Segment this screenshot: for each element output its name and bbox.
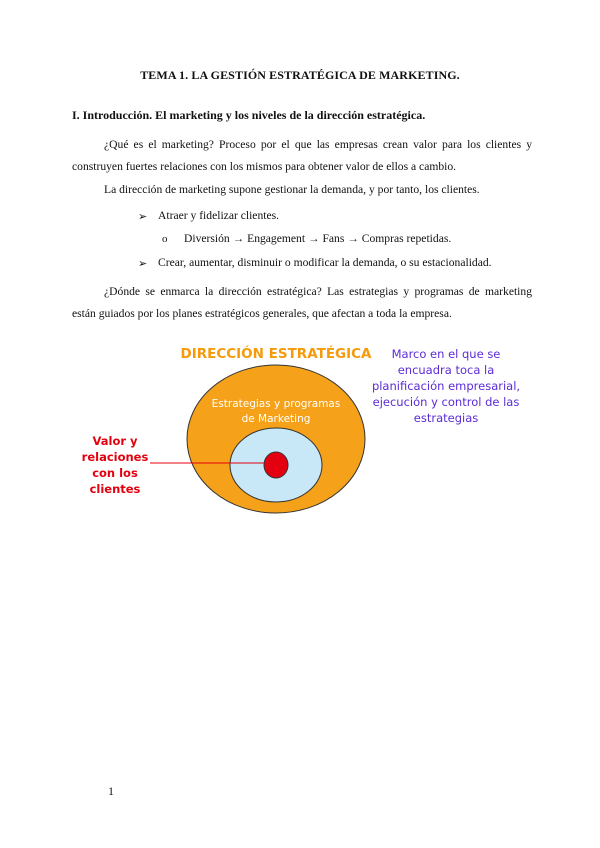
arrow-bullet-icon: ➢ bbox=[138, 211, 148, 223]
side-note-line: encuadra toca la bbox=[397, 363, 495, 377]
left-label-line: Valor y bbox=[92, 434, 138, 448]
left-label-line: relaciones bbox=[81, 450, 149, 464]
side-note-line: planificación empresarial, bbox=[371, 379, 521, 393]
middle-label-line: de Marketing bbox=[241, 413, 311, 425]
paragraph-strategic-framework: ¿Dónde se enmarca la dirección estratégica? Las estrategias y programas de marketing están guiados por los planes estratégicos generales, que afectan a toda la empresa. bbox=[72, 285, 532, 320]
paragraph-demand-management: La dirección de marketing supone gestionar la demanda, y por tanto, los clientes. bbox=[104, 183, 480, 196]
outer-label: DIRECCIÓN ESTRATÉGICA bbox=[180, 346, 372, 362]
sub-bullet-item: Diversión → Engagement → Fans → Compras repetidas. bbox=[184, 232, 452, 245]
section-heading: I. Introducción. El marketing y los niveles de la dirección estratégica. bbox=[72, 108, 426, 122]
paragraph-what-is-marketing: ¿Qué es el marketing? Proceso por el que las empresas crean valor para los clientes y construyen fuertes relaciones con los mismos para obtener valor de ellos a cambio. bbox=[72, 138, 532, 173]
core-circle-customer-value bbox=[264, 452, 288, 478]
side-note-line: estrategias bbox=[413, 411, 479, 425]
strategic-levels-diagram bbox=[0, 335, 600, 525]
arrow-bullet-icon: ➢ bbox=[138, 258, 148, 270]
side-note-line: Marco en el que se bbox=[391, 347, 501, 361]
left-label-line: con los bbox=[92, 466, 138, 480]
bullet-item: Atraer y fidelizar clientes. bbox=[158, 209, 280, 222]
bullet-item: Crear, aumentar, disminuir o modificar la demanda, o su estacionalidad. bbox=[158, 256, 492, 269]
left-label-line: clientes bbox=[89, 482, 141, 496]
circle-bullet-icon: o bbox=[162, 233, 168, 245]
page-number: 1 bbox=[108, 784, 114, 798]
side-note-line: ejecución y control de las bbox=[372, 395, 520, 409]
middle-label-line: Estrategias y programas bbox=[211, 398, 341, 410]
page-title: TEMA 1. LA GESTIÓN ESTRATÉGICA DE MARKETING. bbox=[140, 68, 460, 82]
